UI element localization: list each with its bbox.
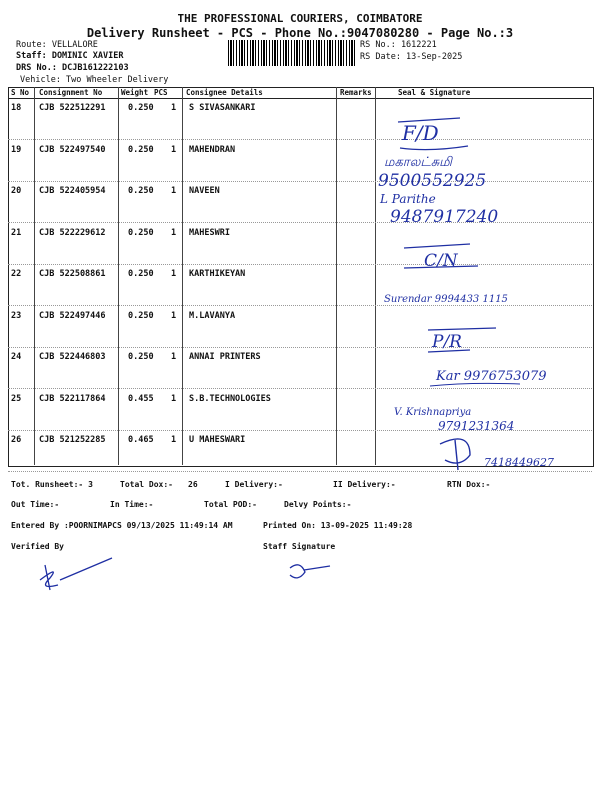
total-dox-value: 26 [188,480,198,489]
out-time: Out Time:- [11,500,60,509]
col-weight: Weight [121,88,149,97]
cell-weight: 0.465 [128,435,154,445]
hw-fd: F/D [402,121,439,145]
cell-sno: 24 [11,352,22,362]
hw-r19-phone: 9500552925 [378,171,487,191]
cell-weight: 0.250 [128,227,154,238]
total-pod: Total POD:- [204,500,257,509]
cell-weight: 0.250 [128,186,154,196]
col-seal: Seal & Signature [398,88,471,97]
cell-weight: 0.455 [128,393,154,404]
cell-consignment: CJB 522497446 [39,310,106,321]
company-title: THE PROFESSIONAL COURIERS, COIMBATORE [177,12,423,25]
entered-by: Entered By :POORNIMAPCS 09/13/2025 11:49:14 AM [11,521,233,530]
cell-sno: 19 [11,144,22,155]
cell-pcs: 1 [171,352,177,362]
cell-sno: 20 [11,186,22,196]
col-consignee: Consignee Details [186,88,263,97]
cell-consignment: CJB 522117864 [39,393,106,404]
verified-by: Verified By [11,542,64,551]
hw-r24: Kar 9976753079 [436,369,547,384]
runsheet-title: Delivery Runsheet - PCS - Phone No.:9047080280 - Page No.:3 [86,26,514,40]
cell-sno: 23 [11,310,22,321]
cell-pcs: 1 [171,227,177,238]
staff-signature-mark [290,565,330,578]
cell-consignment: CJB 522405954 [39,186,106,196]
cell-sno: 25 [11,393,22,404]
cell-weight: 0.250 [128,310,154,321]
col-sno: S No [11,88,30,97]
staff: Staff: DOMINIC XAVIER [16,51,124,61]
hw-pr: P/R [432,332,462,352]
verified-by-signature [40,558,112,590]
rs-number: RS No.: 1612221 [360,40,437,50]
drs-number: DRS No.: DCJB161222103 [16,63,129,73]
cell-weight: 0.250 [128,269,154,279]
cell-weight: 0.250 [128,144,154,155]
staff-signature: Staff Signature [263,542,336,551]
hw-r25-phone: 9791231364 [438,419,515,433]
i-delivery: I Delivery:- [225,480,283,489]
in-time: In Time:- [110,500,154,509]
cell-sno: 21 [11,227,22,238]
cell-consignment: CJB 522497540 [39,144,106,155]
hw-cn: C/N [424,251,458,271]
cell-pcs: 1 [171,269,177,279]
col-pcs: PCS [154,88,168,97]
hw-r25-name: V. Krishnapriya [394,407,472,418]
cell-consignee: NAVEEN [189,186,220,196]
cell-pcs: 1 [171,103,177,113]
cell-consignment: CJB 522508861 [39,269,106,279]
tot-runsheet: Tot. Runsheet:- 3 [11,480,93,489]
cell-pcs: 1 [171,144,177,155]
printed-on: Printed On: 13-09-2025 11:49:28 [263,521,413,530]
hw-r26-phone: 7418449627 [484,456,554,469]
cell-weight: 0.250 [128,352,154,362]
rs-date: RS Date: 13-Sep-2025 [360,52,463,62]
hw-r20-phone: 9487917240 [390,207,499,227]
cell-pcs: 1 [171,310,177,321]
hw-r19-name: மகாலட்சுமி [384,155,452,170]
cell-pcs: 1 [171,435,177,445]
cell-consignment: CJB 522446803 [39,352,106,362]
cell-consignment: CJB 522229612 [39,227,106,238]
cell-sno: 22 [11,269,22,279]
cell-consignee: MAHENDRAN [189,144,236,155]
ii-delivery: II Delivery:- [333,480,396,489]
cell-consignee: S SIVASANKARI [189,103,256,113]
hw-r20-name: L Parithe [380,192,436,206]
cell-consignment: CJB 521252285 [39,435,106,445]
col-consignment: Consignment No [39,88,103,97]
col-remarks: Remarks [340,88,372,97]
rtn-dox: RTN Dox:- [447,480,491,489]
cell-pcs: 1 [171,393,177,404]
vehicle: Vehicle: Two Wheeler Delivery [20,75,169,85]
cell-pcs: 1 [171,186,177,196]
cell-sno: 26 [11,435,22,445]
cell-consignment: CJB 522512291 [39,103,106,113]
hw-r22: Surendar 9994433 1115 [384,294,508,305]
cell-weight: 0.250 [128,103,154,113]
cell-sno: 18 [11,103,22,113]
cell-consignee: KARTHIKEYAN [189,269,246,279]
route: Route: VELLALORE [16,40,98,50]
total-dox-label: Total Dox:- [120,480,173,489]
cell-consignee: ANNAI PRINTERS [189,352,261,362]
delvy-points: Delvy Points:- [284,500,352,509]
cell-consignee: S.B.TECHNOLOGIES [189,393,271,404]
cell-consignee: U MAHESWARI [189,435,246,445]
cell-consignee: M.LAVANYA [189,310,236,321]
cell-consignee: MAHESWRI [189,227,230,238]
